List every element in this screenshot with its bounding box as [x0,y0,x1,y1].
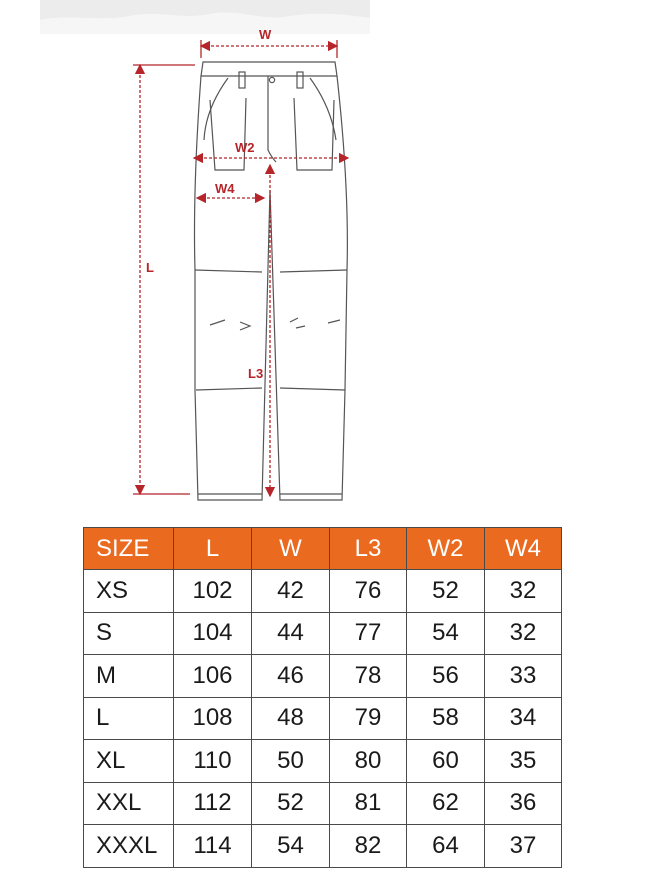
cell-size: XXXL [84,825,174,868]
header-w: W [252,528,330,570]
table-row [84,655,562,698]
cell-w2: 52 [407,570,485,613]
cell-w: 46 [252,655,330,698]
cell-w: 42 [252,570,330,613]
cell-l3: 82 [330,825,407,868]
cell-l3: 81 [330,782,407,825]
cell-w: 48 [252,697,330,740]
cell-l: 114 [174,825,252,868]
cell-w2: 60 [407,740,485,783]
cell-w: 50 [252,740,330,783]
cell-l: 110 [174,740,252,783]
cell-l3: 80 [330,740,407,783]
cell-w4: 34 [485,697,562,740]
cell-w4: 35 [485,740,562,783]
cell-l3: 77 [330,612,407,655]
cell-size: XS [84,570,174,613]
cell-l: 112 [174,782,252,825]
cell-l: 102 [174,570,252,613]
trousers-outline [194,62,347,500]
cell-w2: 64 [407,825,485,868]
cell-w: 52 [252,782,330,825]
cell-w4: 32 [485,570,562,613]
label-w4: W4 [215,181,235,196]
cell-w2: 58 [407,697,485,740]
cell-w: 54 [252,825,330,868]
header-size: SIZE [84,528,174,570]
measurement-lines [133,40,348,496]
cell-size: S [84,612,174,655]
table-row [84,740,562,783]
cell-w: 44 [252,612,330,655]
cell-w2: 62 [407,782,485,825]
table-row [84,825,562,868]
header-l3: L3 [330,528,407,570]
header-w4: W4 [485,528,562,570]
table-header-row [84,528,562,570]
cell-w4: 33 [485,655,562,698]
header-l: L [174,528,252,570]
cell-size: L [84,697,174,740]
header-w2: W2 [407,528,485,570]
table-row [84,697,562,740]
label-l: L [146,260,154,275]
table-row [84,612,562,655]
cell-size: M [84,655,174,698]
label-w: W [259,27,272,42]
label-w2: W2 [235,140,255,155]
label-l3: L3 [248,366,264,381]
cell-size: XXL [84,782,174,825]
cell-l3: 78 [330,655,407,698]
cell-w4: 37 [485,825,562,868]
cell-w4: 32 [485,612,562,655]
cell-l3: 79 [330,697,407,740]
cell-l: 106 [174,655,252,698]
cell-l3: 76 [330,570,407,613]
size-table [83,527,562,868]
cell-size: XL [84,740,174,783]
cell-l: 104 [174,612,252,655]
cell-w2: 54 [407,612,485,655]
cell-w4: 36 [485,782,562,825]
cell-w2: 56 [407,655,485,698]
table-row [84,782,562,825]
cell-l: 108 [174,697,252,740]
table-row [84,570,562,613]
